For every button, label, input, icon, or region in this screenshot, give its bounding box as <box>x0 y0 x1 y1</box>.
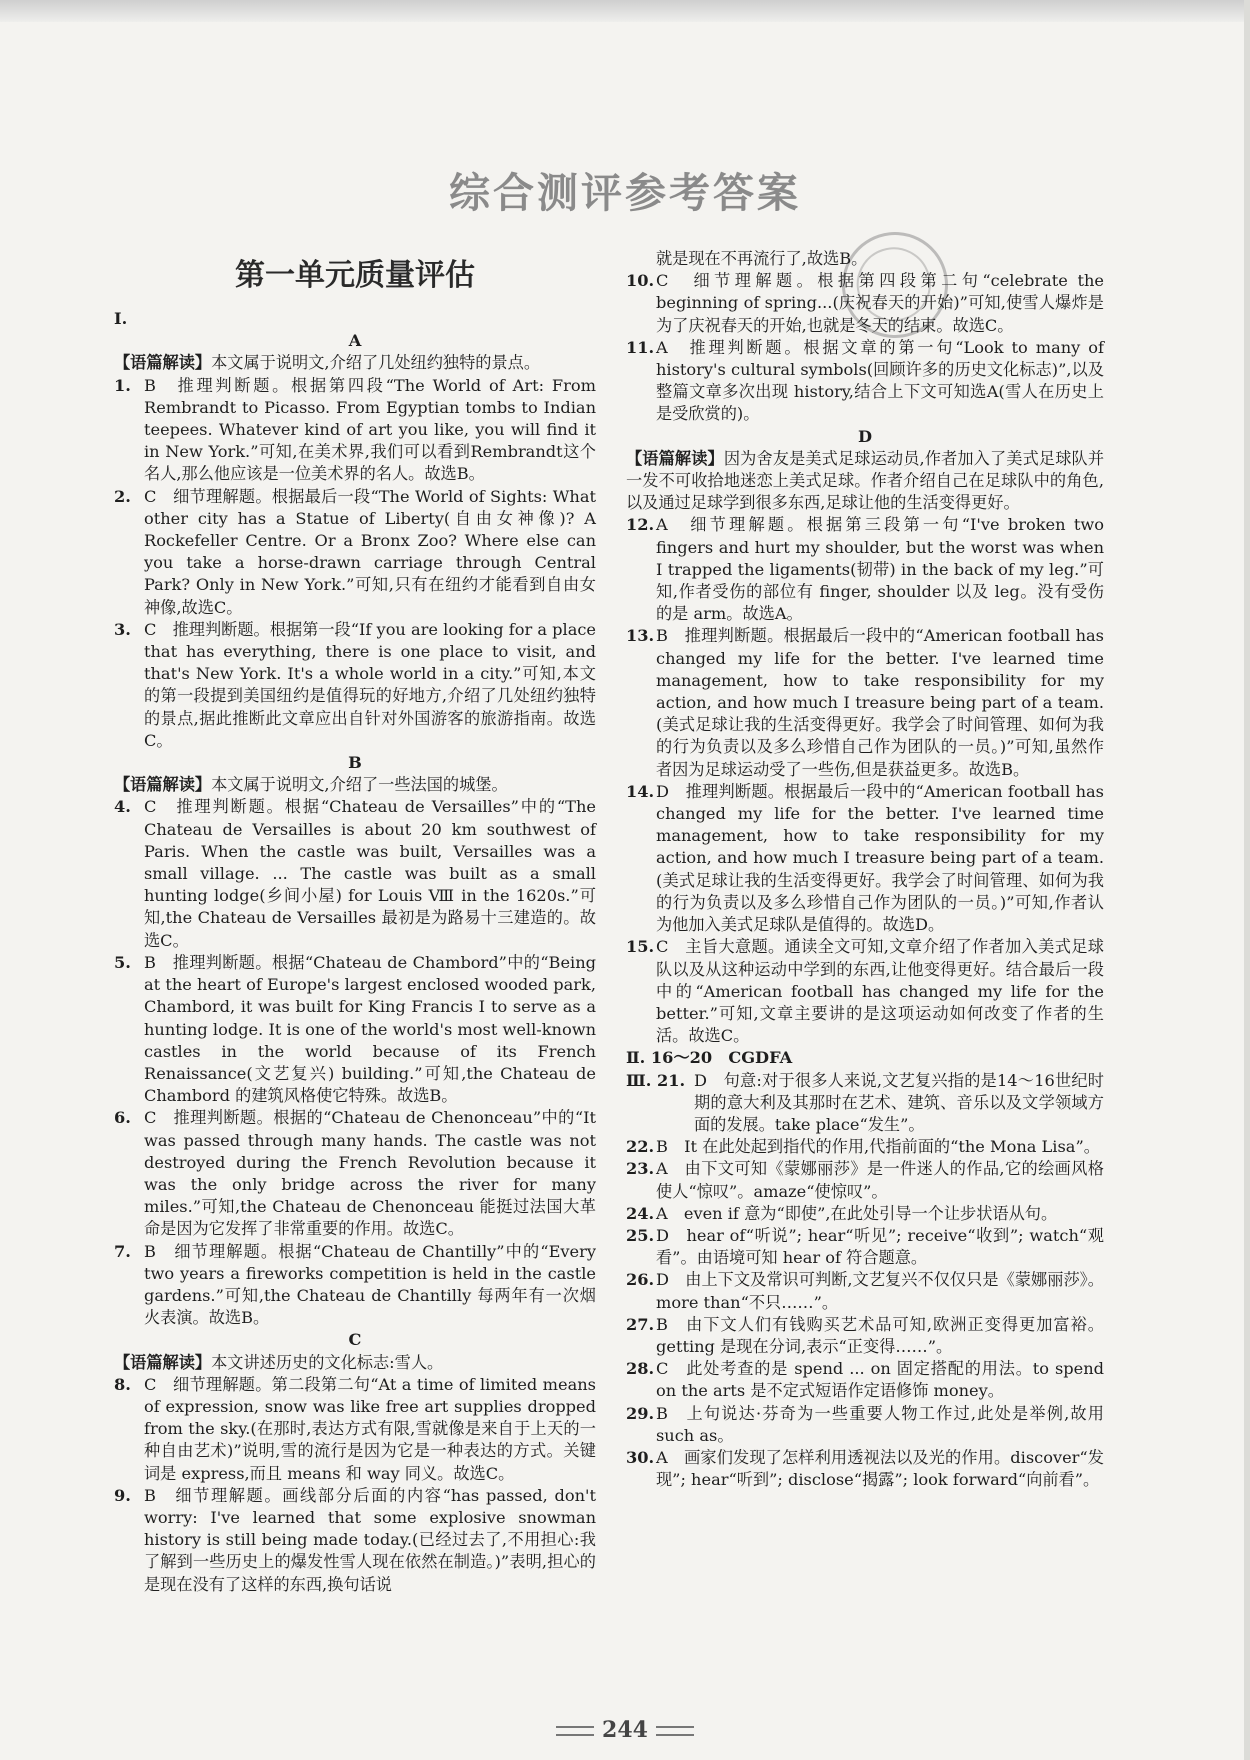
answer-item <box>114 952 596 1107</box>
page-number-text: 244 <box>602 1717 648 1743</box>
passage-summary-tag: 【语篇解读】 <box>114 353 212 373</box>
answer-item <box>626 270 1104 337</box>
scan-right-edge <box>1244 0 1250 1760</box>
answer-item <box>626 781 1104 936</box>
answer-number: 3. <box>114 619 131 639</box>
answer-item <box>114 1374 596 1485</box>
answer-explanation: B 推理判断题。根据第四段“The World of Art: From Rembrandt to Picasso. From Egyptian tombs to Indian teepees. Whatever kind of art you like, you will find it in New York.”可知,在美术界,我们可以看到Rembrandt这个名人,那么他应该是一位美术界的名人。故选B。 <box>144 375 596 484</box>
answer-number: 1. <box>114 375 131 395</box>
passage-summary-text: 因为舍友是美式足球运动员,作者加入了美式足球队并一发不可收拾地迷恋上美式足球。作者介绍自己在足球队中的角色,以及通过足球学到很多东西,足球让他的生活变得更好。 <box>626 448 1105 513</box>
answer-explanation: D 由上下文及常识可判断,文艺复兴不仅仅只是《蒙娜丽莎》。more than“不只……”。 <box>656 1270 1104 1312</box>
answer-explanation: A 推理判断题。根据文章的第一句“Look to many of history's cultural symbols(回顾许多的历史文化标志)”,以及整篇文章多次出现 history,结合上下文可知选A(雪人在历史上是受欣赏的)。 <box>656 337 1104 424</box>
answer-number: 24. <box>626 1203 655 1223</box>
answer-explanation: C 细节理解题。根据第四段第二句“celebrate the beginning of spring...(庆祝春天的开始)”可知,使雪人爆炸是为了庆祝春天的开始,也就是冬天的结束。故选C。 <box>656 271 1104 335</box>
answer-explanation: B 上句说达·芬奇为一些重要人物工作过,此处是举例,故用 such as。 <box>656 1403 1104 1445</box>
answer-explanation: B 推理判断题。根据“Chateau de Chambord”中的“Being at the heart of Europe's largest enclosed wooded park, Chambord, it was built for King Francis Ⅰ to serve as a hunting lodge. It is one of the world's most well-known castles in the world because of its French Renaissance(文艺复兴) building.”可知,the Chateau de Chambord 的建筑风格使它特殊。故选B。 <box>144 952 596 1106</box>
answer-explanation: C 主旨大意题。通读全文可知,文章介绍了作者加入美式足球队以及从这种运动中学到的东西,让他变得更好。结合最后一段中的“American football has changed my life for the better.”可知,文章主要讲的是这项运动如何改变了作者的生活。故选C。 <box>656 937 1104 1046</box>
passage-label: D <box>857 426 873 446</box>
answer-number: 9. <box>114 1485 131 1505</box>
answer-number: 5. <box>114 952 131 972</box>
answer-item <box>626 1314 1104 1358</box>
passage-summary-tag: 【语篇解读】 <box>114 775 212 795</box>
answer-number: 11. <box>626 337 655 357</box>
answer-item <box>626 1070 1104 1137</box>
answer-item <box>114 619 596 752</box>
answer-explanation: A 由下文可知《蒙娜丽莎》是一件迷人的作品,它的绘画风格使人“惊叹”。amaze“使惊叹”。 <box>656 1159 1104 1201</box>
left-column-body <box>114 308 596 1596</box>
answer-number: 7. <box>114 1241 131 1261</box>
answer-explanation: A 画家们发现了怎样利用透视法以及光的作用。discover“发现”; hear“听到”; disclose“揭露”; look forward“向前看”。 <box>656 1447 1104 1490</box>
answer-number: 25. <box>626 1225 655 1245</box>
answer-item <box>626 1203 1104 1225</box>
answer-item <box>626 1447 1104 1491</box>
answer-explanation: D 推理判断题。根据最后一段中的“American football has changed my life for the better. I've learned time management, how to take responsibility for my action, and how much I treasure being part of a team.(美式足球让我的生活变得更好。我学会了时间管理、如何为我的行为负责以及多么珍惜自己作为团队的一员。)”可知,作者认为他加入美式足球队是值得的。故选D。 <box>656 781 1104 935</box>
answer-item <box>626 1269 1104 1313</box>
answer-item <box>626 337 1104 426</box>
answer-explanation: C 推理判断题。根据的“Chateau de Chenonceau”中的“It was passed through many hands. The castle was not destroyed during the French Revolution because it was the only bridge across the river for many miles.”可知,the Chateau de Chenonceau 能挺过法国大革命是因为它发挥了非常重要的作用。故选C。 <box>144 1108 596 1239</box>
answer-number: 13. <box>626 626 655 646</box>
passage-summary <box>114 352 596 374</box>
answer-item <box>626 1403 1104 1447</box>
answer-explanation: B 由下文人们有钱购买艺术品可知,欧洲正变得更加富裕。getting 是现在分词,表示“正变得……”。 <box>656 1314 1104 1356</box>
answer-explanation: B It 在此处起到指代的作用,代指前面的“the Mona Lisa”。 <box>656 1137 1100 1157</box>
answer-item <box>626 1136 1104 1158</box>
answer-number: 12. <box>626 515 655 535</box>
passage-summary <box>114 774 596 796</box>
passage-summary <box>114 1352 596 1374</box>
answer-item <box>626 1225 1104 1269</box>
answer-explanation: D 句意:对于很多人来说,文艺复兴指的是14～16世纪时期的意大利及其那时在艺术、建筑、音乐以及文学领域方面的发展。take place“发生”。 <box>694 1070 1104 1134</box>
answer-item <box>114 1107 596 1240</box>
answer-number: 27. <box>626 1314 655 1334</box>
page-number-rule-right <box>656 1726 694 1736</box>
answer-explanation: C 推理判断题。根据第一段“If you are looking for a place that has everything, there is one place to visit, and that's New York. It's a whole world in a city.”可知,本文的第一段提到美国纽约是值得玩的好地方,介绍了几处纽约独特的景点,据此推断此文章应出自针对外国游客的旅游指南。故选C。 <box>144 619 596 750</box>
answer-item <box>626 936 1104 1047</box>
passage-summary-text: 本文属于说明文,介绍了一些法国的城堡。 <box>211 775 508 795</box>
answer-item <box>114 1241 596 1330</box>
passage-summary <box>626 448 1104 515</box>
answer-item <box>626 625 1104 780</box>
answer-item <box>626 1358 1104 1402</box>
answer-explanation: C 细节理解题。第二段第二句“At a time of limited means of expression, snow was like free art supplies dropped from the sky.(在那时,表达方式有限,雪就像是来自于上天的一种自由艺术)”说明,雪的流行是因为它是一种表达的方式。关键词是 express,而且 means 和 way 同义。故选C。 <box>144 1374 596 1483</box>
passage-label: C <box>348 1330 362 1350</box>
answer-explanation: B 推理判断题。根据最后一段中的“American football has changed my life for the better. I've learned time management, how to take responsibility for my action, and how much I treasure being part of a team.(美式足球让我的生活变得更好。我学会了时间管理、如何为我的行为负责以及多么珍惜自己作为团队的一员。)”可知,虽然作者因为足球运动受了一些伤,但是获益更多。故选B。 <box>656 626 1104 779</box>
answer-number: 22. <box>626 1137 655 1157</box>
right-column-body <box>626 248 1104 1491</box>
answer-number: 4. <box>114 797 131 817</box>
answer-number: 28. <box>626 1359 655 1379</box>
section-marker: Ⅰ. <box>114 309 128 328</box>
answer-number: 23. <box>626 1159 655 1179</box>
answer-number: 8. <box>114 1374 131 1394</box>
page-title: 综合测评参考答案 <box>449 169 801 217</box>
answer-number: 15. <box>626 937 655 957</box>
answer-number: 10. <box>626 271 655 291</box>
passage-summary-text: 本文属于说明文,介绍了几处纽约独特的景点。 <box>211 353 541 373</box>
passage-label: A <box>348 331 362 351</box>
answer-item <box>114 1485 596 1596</box>
passage-summary-text: 本文讲述历史的文化标志:雪人。 <box>211 1352 444 1372</box>
answer-item <box>626 1158 1104 1202</box>
answer-item <box>114 796 596 951</box>
answer-explanation: B 细节理解题。根据“Chateau de Chantilly”中的“Every two years a fireworks competition is held in the castle gardens.”可知,the Chateau de Chantilly 每两年有一次烟火表演。故选B。 <box>144 1241 596 1328</box>
answer-explanation: C 此处考查的是 spend ... on 固定搭配的用法。to spend on the arts 是不定式短语作定语修饰 money。 <box>656 1359 1104 1401</box>
page-number <box>0 1717 1250 1743</box>
answer-number: 2. <box>114 486 131 506</box>
answer-explanation: A even if 意为“即使”,在此处引导一个让步状语从句。 <box>656 1203 1058 1223</box>
page-number-rule-left <box>556 1726 594 1736</box>
answer-number: 6. <box>114 1108 131 1128</box>
answer-number: 29. <box>626 1403 655 1423</box>
answer-item <box>626 514 1104 625</box>
passage-label: B <box>348 753 362 773</box>
passage-summary-tag: 【语篇解读】 <box>114 1352 212 1372</box>
answer-item <box>114 486 596 619</box>
answer-explanation: D hear of“听说”; hear“听见”; receive“收到”; watch“观看”。由语境可知 hear of 符合题意。 <box>656 1225 1104 1268</box>
continued-text: 就是现在不再流行了,故选B。 <box>656 249 868 268</box>
unit-title: 第一单元质量评估 <box>235 258 475 293</box>
answer-explanation: B 细节理解题。画线部分后面的内容“has passed, don't worry: I've learned that some explosive snowman history is still being made today.(已经过去了,不用担心:我了解到一些历史上的爆发性雪人现在依然在制造。)”表明,担心的是现在没有了这样的东西,换句话说 <box>144 1485 596 1594</box>
passage-summary-tag: 【语篇解读】 <box>626 448 724 468</box>
answer-number: 26. <box>626 1270 655 1290</box>
right-column <box>626 248 1104 1491</box>
answer-number: Ⅲ. 21. <box>626 1070 686 1090</box>
section-marker: Ⅱ. 16～20 CGDFA <box>626 1048 793 1068</box>
answer-explanation: C 推理判断题。根据“Chateau de Versailles”中的“The Chateau de Versailles is about 20 km southwest of Paris. When the castle was built, Versailles was a small village. ... The castle was built as a small hunting lodge(乡间小屋) for Louis Ⅷ in the 1620s.”可知,the Chateau de Versailles 最初是为路易十三建造的。故选C。 <box>144 797 596 950</box>
left-column <box>114 248 596 1596</box>
answer-explanation: A 细节理解题。根据第三段第一句“I've broken two fingers and hurt my shoulder, but the worst was when I trapped the ligaments(韧带) in the back of my leg.”可知,作者受伤的部位有 finger, shoulder 以及 leg。没有受伤的是 arm。故选A。 <box>656 515 1104 624</box>
answer-item <box>114 375 596 486</box>
scan-top-band <box>0 0 1250 22</box>
answer-number: 30. <box>626 1447 655 1467</box>
answer-number: 14. <box>626 781 655 801</box>
answer-explanation: C 细节理解题。根据最后一段“The World of Sights: What other city has a Statue of Liberty(自由女神像)? A Rockefeller Centre. Or a Bronx Zoo? Where else can you take a horse-drawn carriage through Central Park? Only in New York.”可知,只有在纽约才能看到自由女神像,故选C。 <box>144 486 596 617</box>
